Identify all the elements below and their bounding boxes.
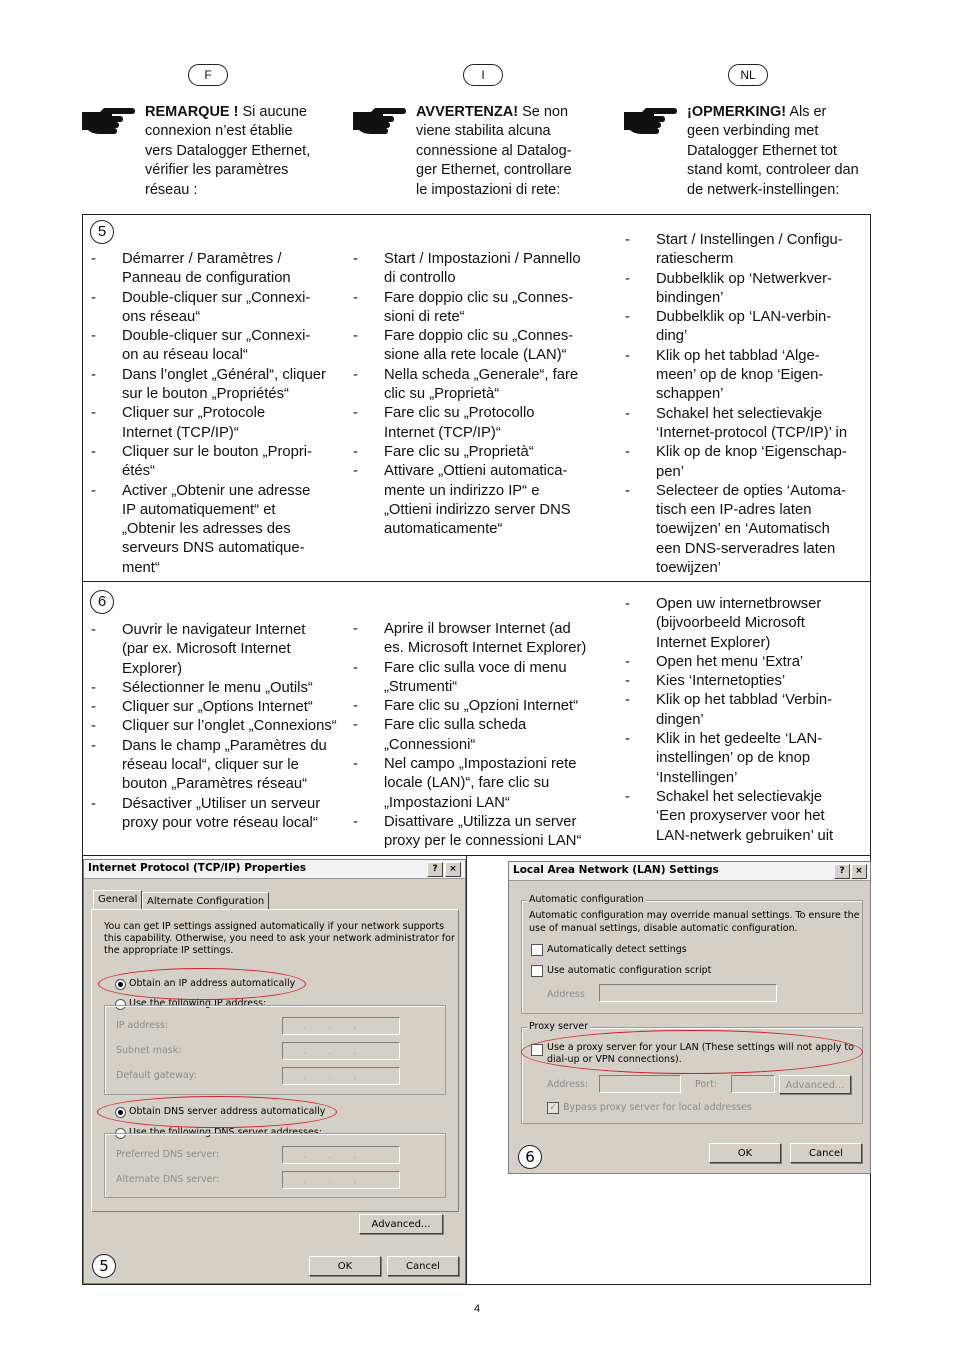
instruction-line: Démarrer / Paramètres / [122, 251, 282, 267]
instruction-item [91, 482, 341, 578]
note-it-heading: AVVERTENZA! [416, 104, 519, 120]
instruction-line: Disattivare „Utilizza un server [384, 813, 577, 830]
instruction-line: (bijvoorbeeld Microsoft [656, 615, 805, 632]
instruction-list [625, 595, 870, 846]
ok-button[interactable]: OK [309, 1256, 381, 1276]
instruction-line: Fare clic su „Protocollo [384, 405, 535, 422]
instruction-line: dingen’ [656, 711, 704, 728]
instruction-line: Klik op het tabblad ‘Alge- [656, 347, 820, 364]
script-address-field[interactable] [599, 984, 777, 1002]
instruction-line: ‘Een proxyserver voor het [656, 808, 825, 825]
instruction-line: toewijzen’ en ‘Automatisch [656, 521, 830, 538]
instruction-line: toewijzen’ [656, 560, 721, 577]
obtain-dns-auto-label[interactable]: Obtain DNS server address automatically [129, 1106, 326, 1117]
use-following-ip-label[interactable]: Use the following IP address: [129, 998, 267, 1009]
instruction-item [353, 659, 608, 698]
auto-detect-checkbox[interactable] [531, 944, 543, 956]
instruction-line: „Connessioni“ [384, 736, 476, 753]
instruction-line: clic su „Proprietà“ [384, 386, 500, 403]
instruction-item [353, 289, 608, 328]
step-number-6: 6 [518, 1145, 542, 1169]
step5-it-list [353, 250, 608, 539]
instruction-line: ment“ [122, 559, 160, 576]
divider [466, 855, 467, 1285]
intro-text: this capability. Otherwise, you need to ask your network administrator for [104, 933, 455, 944]
advanced-button[interactable]: Advanced... [359, 1214, 443, 1234]
step-number-5: 5 [92, 1254, 116, 1278]
instruction-line: Start / Instellingen / Configu- [656, 232, 843, 248]
instruction-item [353, 620, 608, 659]
note-line: stand komt, controleer dan [687, 162, 859, 179]
instruction-line: Cliquer sur „Options Internet“ [122, 699, 313, 716]
instruction-line: automaticamente“ [384, 521, 503, 538]
instruction-line: Nella scheda „Generale“, fare [384, 366, 579, 383]
use-script-label[interactable]: Use automatic configuration script [547, 965, 712, 976]
instruction-line: Open uw internetbrowser [656, 596, 822, 612]
instruction-line: étés“ [122, 463, 155, 480]
instruction-line: LAN-netwerk gebruiken’ uit [656, 827, 834, 844]
auto-config-description: use of manual settings, disable automatic configuration. [529, 923, 798, 934]
instruction-item [91, 327, 341, 366]
instruction-list [353, 250, 608, 539]
instruction-item [91, 289, 341, 328]
instruction-item [625, 231, 870, 270]
instruction-item [91, 737, 351, 795]
highlight-ellipse [521, 1030, 863, 1074]
instruction-line: Dans le champ „Paramètres du [122, 737, 327, 754]
tab-general[interactable]: General [93, 890, 142, 910]
instruction-line: di controllo [384, 270, 456, 287]
instruction-line: Explorer) [122, 660, 183, 677]
bypass-proxy-checkbox[interactable]: ✓ [547, 1102, 559, 1114]
instruction-item [91, 443, 341, 482]
instruction-line: ons réseau“ [122, 308, 201, 325]
step-number-6: 6 [90, 590, 114, 614]
instruction-line: sioni di rete“ [384, 308, 465, 325]
instruction-item [353, 404, 608, 443]
note-line: connessione al Datalog- [416, 142, 572, 159]
instruction-item [625, 691, 870, 730]
instruction-item [625, 595, 870, 653]
language-badge-fr: F [188, 64, 228, 86]
note-line: geen verbinding met [687, 123, 819, 140]
use-proxy-label[interactable]: Use a proxy server for your LAN (These settings will not apply to [547, 1042, 854, 1053]
instruction-line: es. Microsoft Internet Explorer) [384, 640, 587, 657]
page-number: 4 [473, 1303, 481, 1315]
instruction-item [625, 653, 870, 672]
note-nl-heading: ¡OPMERKING! [687, 104, 787, 120]
use-script-checkbox[interactable] [531, 965, 543, 977]
divider [82, 581, 871, 582]
instruction-line: proxy pour votre réseau local“ [122, 814, 318, 831]
proxy-address-field[interactable] [599, 1075, 681, 1093]
note-line: Datalogger Ethernet tot [687, 142, 837, 159]
alternate-dns-field[interactable]: ... [282, 1171, 400, 1189]
instruction-line: „Ottieni indirizzo server DNS [384, 501, 571, 518]
instruction-item [353, 755, 608, 813]
instruction-item [91, 366, 341, 405]
instruction-item [353, 813, 608, 852]
instruction-line: „Obtenir les adresses des [122, 521, 291, 538]
tcpip-properties-dialog [83, 859, 466, 1284]
instruction-line: Fare doppio clic su „Connes- [384, 328, 574, 345]
pointing-hand-icon [351, 104, 407, 138]
instruction-line: Schakel het selectievakje [656, 405, 823, 422]
proxy-server-title: Proxy server [529, 1021, 589, 1032]
ok-button[interactable]: OK [709, 1143, 781, 1163]
pointing-hand-icon [622, 104, 678, 138]
instruction-line: sur le bouton „Propriétés“ [122, 386, 289, 403]
note-line: Si aucune [238, 104, 307, 120]
intro-text: the appropriate IP settings. [104, 945, 234, 956]
instruction-line: Cliquer sur „Protocole [122, 405, 266, 422]
default-gateway-label: Default gateway: [116, 1070, 197, 1081]
instruction-item [625, 270, 870, 309]
instruction-item [91, 795, 351, 834]
intro-text: You can get IP settings assigned automatically if your network supports [104, 921, 445, 932]
close-button[interactable]: × [445, 862, 461, 877]
note-fr-heading: REMARQUE ! [145, 104, 239, 120]
ip-address-label: IP address: [116, 1020, 169, 1031]
instruction-line: Selecteer de opties ‘Automa- [656, 482, 846, 499]
instruction-line: meen’ op de knop ‘Eigen- [656, 367, 824, 384]
note-fr [145, 103, 335, 200]
cancel-button[interactable]: Cancel [790, 1143, 862, 1163]
instruction-item [353, 250, 608, 289]
instruction-line: réseau local“, cliquer sur le [122, 757, 299, 774]
proxy-port-label: Port: [695, 1079, 718, 1090]
note-line: de netwerk-instellingen: [687, 181, 840, 198]
instruction-line: Ouvrir le navigateur Internet [122, 622, 306, 638]
instruction-item [353, 443, 608, 462]
note-line: viene stabilita alcuna [416, 123, 551, 140]
instruction-line: ‘Instellingen’ [656, 769, 738, 786]
note-line: Als er [786, 104, 827, 120]
instruction-item [353, 697, 608, 716]
instruction-line: on au réseau local“ [122, 347, 248, 364]
instruction-line: pen’ [656, 463, 684, 480]
instruction-line: Klik in het gedeelte ‘LAN- [656, 731, 823, 748]
cancel-button[interactable]: Cancel [387, 1256, 459, 1276]
instruction-line: Aprire il browser Internet (ad [384, 621, 571, 637]
note-nl [687, 103, 877, 200]
step6-nl-list [625, 595, 870, 846]
instruction-item [353, 327, 608, 366]
dialog-title: Internet Protocol (TCP/IP) Properties [88, 862, 307, 874]
instruction-line: mente un indirizzo IP“ e [384, 482, 540, 499]
language-badge-nl: NL [728, 64, 768, 86]
instruction-line: Fare clic su „Opzioni Internet“ [384, 698, 579, 715]
instruction-list [91, 621, 351, 833]
instruction-line: Fare clic sulla scheda [384, 717, 527, 734]
instruction-line: ‘Internet-protocol (TCP/IP)’ in [656, 424, 848, 441]
obtain-ip-auto-label[interactable]: Obtain an IP address automatically [129, 978, 296, 989]
instruction-line: „Impostazioni LAN“ [384, 794, 510, 811]
instruction-line: Activer „Obtenir une adresse [122, 482, 311, 499]
instruction-line: Schakel het selectievakje [656, 788, 823, 805]
instruction-line: serveurs DNS automatique- [122, 540, 305, 557]
instruction-item [625, 482, 870, 578]
instruction-line: Sélectionner le menu „Outils“ [122, 679, 313, 696]
instruction-item [625, 672, 870, 691]
proxy-port-field[interactable] [731, 1075, 775, 1093]
instruction-line: Start / Impostazioni / Pannello [384, 251, 581, 267]
instruction-item [91, 404, 341, 443]
instruction-line: Double-cliquer sur „Connexi- [122, 328, 311, 345]
instruction-line: Fare clic su „Proprietà“ [384, 443, 534, 460]
instruction-line: Fare doppio clic su „Connes- [384, 289, 574, 306]
instruction-item [625, 308, 870, 347]
instruction-item [625, 405, 870, 444]
instruction-line: Fare clic sulla voce di menu [384, 659, 567, 676]
tab-alternate-configuration[interactable]: Alternate Configuration [142, 892, 269, 910]
instruction-line: Attivare „Ottieni automatica- [384, 463, 568, 480]
divider [82, 855, 871, 856]
instruction-line: bouton „Paramètres réseau“ [122, 776, 308, 793]
step6-it-list [353, 620, 608, 852]
instruction-item [625, 788, 870, 846]
instruction-line: instellingen’ op de knop [656, 750, 811, 767]
note-line: Se non [518, 104, 569, 120]
instruction-line: Double-cliquer sur „Connexi- [122, 289, 311, 306]
instruction-line: „Strumenti“ [384, 678, 458, 695]
instruction-line: proxy per le connessioni LAN“ [384, 833, 582, 850]
highlight-ellipse [97, 1096, 337, 1128]
instruction-item [91, 621, 351, 679]
instruction-list [91, 250, 341, 578]
subnet-mask-label: Subnet mask: [116, 1045, 182, 1056]
instruction-item [91, 698, 351, 717]
instruction-item [353, 462, 608, 539]
instruction-line: Cliquer sur l’onglet „Connexions“ [122, 718, 337, 735]
instruction-line: Dans l’onglet „Général“, cliquer [122, 366, 326, 383]
instruction-item [91, 250, 341, 289]
instruction-line: tisch een IP-adres laten [656, 502, 812, 519]
instruction-line: Open het menu ‘Extra’ [656, 653, 804, 670]
auto-detect-label[interactable]: Automatically detect settings [547, 944, 687, 955]
default-gateway-field[interactable]: ... [282, 1067, 400, 1085]
preferred-dns-field[interactable]: ... [282, 1146, 400, 1164]
auto-config-description: Automatic configuration may override manual settings. To ensure the [529, 910, 860, 921]
instruction-item [91, 717, 351, 736]
instruction-item [353, 366, 608, 405]
instruction-item [625, 347, 870, 405]
pointing-hand-icon [80, 104, 136, 138]
instruction-item [625, 443, 870, 482]
instruction-line: Klik op het tabblad ‘Verbin- [656, 692, 833, 709]
note-line: connexion n’est établie [145, 123, 293, 140]
instruction-line: locale (LAN)“, fare clic su [384, 775, 550, 792]
instruction-line: ding’ [656, 328, 688, 345]
subnet-mask-field[interactable]: ... [282, 1042, 400, 1060]
step5-fr-list [91, 250, 341, 578]
highlight-ellipse [98, 968, 306, 1000]
instruction-line: bindingen’ [656, 289, 724, 306]
dialog-titlebar [509, 862, 870, 881]
instruction-line: Klik op de knop ‘Eigenschap- [656, 444, 847, 461]
note-it [416, 103, 606, 200]
instruction-item [353, 716, 608, 755]
note-line: le impostazioni di rete: [416, 181, 561, 198]
language-badge-it: I [463, 64, 503, 86]
instruction-line: schappen’ [656, 386, 724, 403]
note-line: vers Datalogger Ethernet, [145, 142, 311, 159]
instruction-line: ratiescherm [656, 251, 734, 268]
step6-fr-list [91, 621, 351, 833]
instruction-line: een DNS-serveradres laten [656, 540, 836, 557]
instruction-line: (par ex. Microsoft Internet [122, 641, 291, 658]
instruction-line: Panneau de configuration [122, 270, 291, 287]
ip-address-field[interactable]: ... [282, 1017, 400, 1035]
instruction-item [625, 730, 870, 788]
step-number-5: 5 [90, 220, 114, 244]
instruction-line: Dubbelklik op ‘Netwerkver- [656, 270, 832, 287]
use-following-dns-label[interactable]: Use the following DNS server addresses: [129, 1127, 322, 1138]
instruction-list [353, 620, 608, 852]
proxy-address-label: Address: [547, 1079, 589, 1090]
help-button[interactable]: ? [834, 864, 850, 879]
note-line: vérifier les paramètres [145, 162, 289, 179]
instruction-list [625, 231, 870, 578]
instruction-line: IP automatiquement“ et [122, 501, 276, 518]
script-address-label: Address [547, 989, 585, 1000]
instruction-line: Désactiver „Utiliser un serveur [122, 795, 321, 812]
automatic-configuration-title: Automatic configuration [529, 894, 644, 905]
instruction-line: Nel campo „Impostazioni rete [384, 756, 577, 773]
dialog-titlebar [84, 860, 465, 879]
instruction-line: Cliquer sur le bouton „Propri- [122, 443, 312, 460]
note-line: ger Ethernet, controllare [416, 162, 572, 179]
use-proxy-label[interactable]: dial-up or VPN connections). [547, 1054, 682, 1065]
bypass-proxy-label[interactable]: Bypass proxy server for local addresses [563, 1102, 752, 1113]
dialog-title: Local Area Network (LAN) Settings [513, 864, 719, 876]
help-button[interactable]: ? [427, 862, 443, 877]
note-line: réseau : [145, 181, 198, 198]
preferred-dns-label: Preferred DNS server: [116, 1149, 220, 1160]
alternate-dns-label: Alternate DNS server: [116, 1174, 220, 1185]
lan-settings-dialog [508, 861, 871, 1174]
proxy-advanced-button[interactable]: Advanced... [779, 1075, 851, 1094]
step5-nl-list [625, 231, 870, 578]
instruction-line: Internet Explorer) [656, 634, 771, 651]
instruction-line: Internet (TCP/IP)“ [122, 424, 239, 441]
close-button[interactable]: × [851, 864, 867, 879]
instruction-line: sione alla rete locale (LAN)“ [384, 347, 567, 364]
instruction-item [91, 679, 351, 698]
instruction-line: Dubbelklik op ‘LAN-verbin- [656, 309, 832, 326]
instruction-line: Internet (TCP/IP)“ [384, 424, 501, 441]
instruction-line: Kies ‘Internetopties’ [656, 673, 786, 690]
